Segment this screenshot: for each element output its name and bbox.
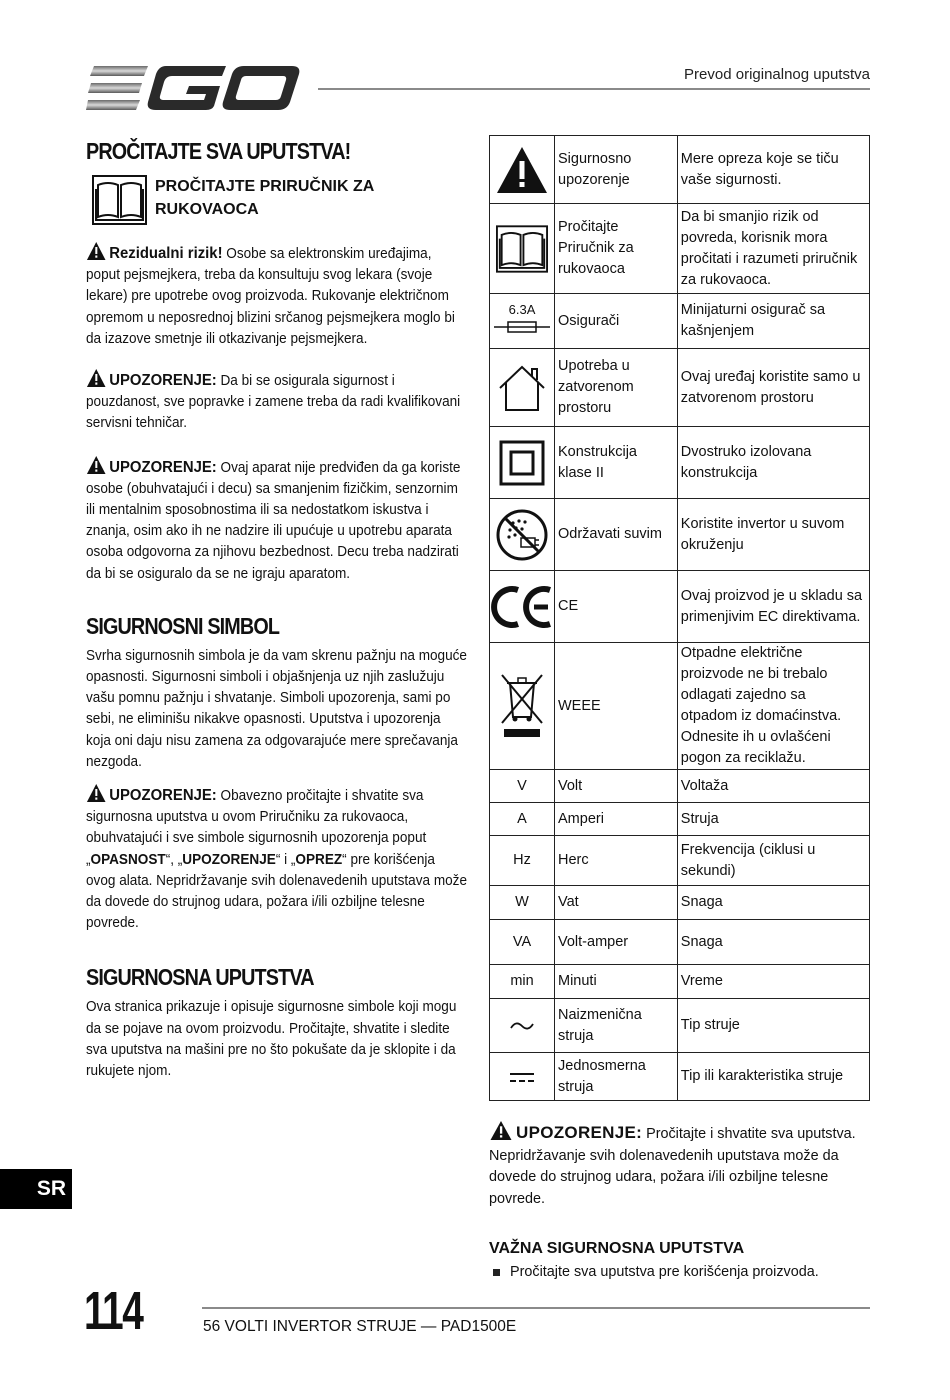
- symbol-name: Naizmenična struja: [555, 999, 678, 1053]
- table-row: [490, 886, 870, 920]
- warning-triangle-icon: [86, 783, 106, 803]
- symbol-name: CE: [555, 571, 678, 643]
- symbol-desc: Otpadne električne proizvode ne bi trebalo odlagati zajedno sa otpadom iz domaćinstva. Odnesite ih u ovlašćeni pogon za reciklažu.: [677, 643, 869, 770]
- symbol-desc: Struja: [677, 803, 869, 836]
- book-icon: [496, 225, 548, 273]
- table-row: [490, 803, 870, 836]
- warning-label: UPOZORENJE:: [109, 372, 217, 390]
- symbol-abbrev: V: [490, 770, 555, 803]
- warning-triangle-icon: [489, 1120, 513, 1141]
- table-row: [490, 643, 870, 770]
- symbol-cell: [490, 571, 555, 643]
- caution-word: OPREZ: [295, 851, 343, 868]
- symbol-name: Volt: [555, 770, 678, 803]
- important-instructions-title: VAŽNA SIGURNOSNA UPUTSTVA: [489, 1240, 745, 1257]
- symbol-cell: [490, 999, 555, 1053]
- table-row: [490, 349, 870, 427]
- residual-risk-label: Rezidualni rizik!: [109, 245, 223, 262]
- residual-risk-paragraph: [86, 241, 467, 350]
- symbol-cell: [490, 1053, 555, 1101]
- symbol-name: Pročitajte Priručnik za rukovaoca: [555, 204, 678, 294]
- product-name: 56 VOLTI INVERTOR STRUJE — PAD1500E: [203, 1318, 517, 1335]
- page-number: 114: [84, 1281, 143, 1341]
- symbol-desc: Snaga: [677, 920, 869, 965]
- symbol-name: Minuti: [555, 965, 678, 999]
- symbol-desc: Koristite invertor u suvom okruženju: [677, 499, 869, 571]
- symbol-name: Sigurnosno upozorenje: [555, 136, 678, 204]
- symbol-desc: Tip ili karakteristika struje: [677, 1053, 869, 1101]
- symbol-cell: [490, 204, 555, 294]
- dc-line-icon: [508, 1071, 536, 1083]
- symbol-table: [489, 135, 870, 1101]
- warning-read-understand-text: Pročitajte i shvatite sva uputstva. Nepridržavanje svih dolenavedenih uputstava može da dovede do strujnog udara, požara i/ili ozbiljne telesne povrede.: [489, 1126, 856, 1207]
- section-title-read-all: PROČITAJTE SVA UPUTSTVA!: [86, 138, 351, 164]
- ce-mark-icon: [490, 584, 554, 630]
- symbol-desc: Mere opreza koje se tiču vaše sigurnosti.: [677, 136, 869, 204]
- symbol-name: Konstrukcija klase II: [555, 427, 678, 499]
- danger-word: OPASNOST: [90, 851, 166, 868]
- symbol-desc: Ovaj proizvod je u skladu sa primenjivim EC direktivama.: [677, 571, 869, 643]
- house-icon: [496, 364, 548, 412]
- symbol-name: Osigurači: [555, 294, 678, 349]
- ac-wave-icon: [509, 1019, 535, 1033]
- section-title-safety-symbol: SIGURNOSNI SIMBOL: [86, 612, 280, 639]
- symbol-cell: [490, 349, 555, 427]
- warning-label: UPOZORENJE:: [109, 458, 217, 476]
- book-icon: [92, 175, 147, 225]
- symbol-desc: Minijaturni osigurač sa kašnjenjem: [677, 294, 869, 349]
- symbol-cell: [490, 136, 555, 204]
- table-row: [490, 204, 870, 294]
- symbol-cell: [490, 643, 555, 770]
- symbol-desc: Frekvencija (ciklusi u sekundi): [677, 836, 869, 886]
- warning-repairs-paragraph: [86, 368, 467, 435]
- read-manual-block: [92, 175, 466, 225]
- left-column: [86, 138, 466, 1082]
- table-row: [490, 999, 870, 1053]
- list-item: [489, 1264, 874, 1280]
- warning-read-all-paragraph: [86, 783, 467, 934]
- warning-label: UPOZORENJE:: [109, 787, 217, 805]
- weee-bin-icon: [498, 671, 546, 741]
- table-row: [490, 427, 870, 499]
- separator: “ i „: [275, 851, 296, 868]
- table-row: [490, 770, 870, 803]
- warning-persons-text: Ovaj aparat nije predviđen da ga koriste osobe (obuhvatajući i decu) sa smanjenim fizičkim, senzornim ili mentalnim sposobnostima ili sa nedostatkom iskustva i znanja, osim ako ih ne nadzire ili upućuje u upotrebu aparata osoba odgovorna za njihovu bezbednost. Decu treba nadzirati da bi se osiguralo da se ne igraju aparatom.: [86, 459, 461, 582]
- warning-triangle-icon: [86, 368, 106, 388]
- warning-read-all-text: Obavezno pročitajte i shvatite sva sigurnosna uputstva u ovom Priručniku za rukovaoca, obuhvatajući i sve simbole sigurnosnih upozorenja poput „: [86, 788, 427, 868]
- symbol-name: Volt-amper: [555, 920, 678, 965]
- table-row: [490, 965, 870, 999]
- table-row: [490, 836, 870, 886]
- symbol-abbrev: VA: [490, 920, 555, 965]
- symbol-name: Amperi: [555, 803, 678, 836]
- separator: “, „: [165, 851, 183, 868]
- fuse-rating: 6.3A: [508, 302, 536, 317]
- warning-label: UPOZORENJE:: [516, 1123, 643, 1142]
- table-row: [490, 294, 870, 349]
- warning-persons-paragraph: [86, 455, 467, 585]
- table-row: [490, 136, 870, 204]
- header-rule: [318, 88, 870, 90]
- symbol-cell: [490, 427, 555, 499]
- ego-logo: [86, 62, 301, 114]
- symbol-desc: Tip struje: [677, 999, 869, 1053]
- symbol-name: Jednosmerna struja: [555, 1053, 678, 1101]
- residual-risk-text: Osobe sa elektronskim uređajima, poput pejsmejkera, treba da konsultuju svog lekara (svoje lekare) pre upotrebe ovog proizvoda. Rukovanje električnom opremom u neposrednoj blizini srčanog pejsmejkera moglo bi da izazove smetnje ili otkazivanje pejsmejkera.: [86, 246, 455, 347]
- symbol-cell: [490, 294, 555, 349]
- symbol-desc: Snaga: [677, 886, 869, 920]
- symbol-name: Upotreba u zatvorenom prostoru: [555, 349, 678, 427]
- warning-read-all-text-end: “ pre korišćenja ovog alata. Nepridržavanje svih dolenavedenih uputstava može da dovede do strujnog udara, požara i/ili ozbiljne telesne povrede.: [86, 851, 468, 932]
- symbol-desc: Voltaža: [677, 770, 869, 803]
- symbol-abbrev: min: [490, 965, 555, 999]
- warning-read-understand-paragraph: [489, 1120, 874, 1210]
- table-row: [490, 499, 870, 571]
- warning-triangle-icon: [86, 455, 106, 475]
- symbol-name: WEEE: [555, 643, 678, 770]
- warning-triangle-icon: [86, 241, 106, 261]
- keep-dry-icon: [495, 508, 549, 562]
- symbol-name: Herc: [555, 836, 678, 886]
- symbol-desc: Ovaj uređaj koristite samo u zatvorenom prostoru: [677, 349, 869, 427]
- symbol-cell: [490, 499, 555, 571]
- read-manual-line2: RUKOVAOCA: [155, 201, 259, 218]
- double-square-icon: [499, 440, 545, 486]
- symbol-abbrev: A: [490, 803, 555, 836]
- right-bottom-block: [489, 1120, 874, 1280]
- table-row: [490, 1053, 870, 1101]
- warning-repairs-text: Da bi se osigurala sigurnost i pouzdanost, sve popravke i zamene treba da radi kvalifikovani servisni tehničar.: [86, 373, 461, 432]
- symbol-desc: Dvostruko izolovana konstrukcija: [677, 427, 869, 499]
- symbol-name: Vat: [555, 886, 678, 920]
- bullet-text: Pročitajte sva uputstva pre korišćenja proizvoda.: [510, 1264, 819, 1280]
- symbol-desc: Da bi smanjio rizik od povreda, korisnik mora pročitati i razumeti priručnik za rukovaoca.: [677, 204, 869, 294]
- safety-symbol-paragraph: Svrha sigurnosnih simbola je da vam skrenu pažnju na moguće opasnosti. Sigurnosni simboli i objašnjenja uz njih zaslužuju vašu pomnu pažnju i shvatanje. Simboli upozorenja, sami po sebi, ne eliminišu nikakve opasnosti. Uputstva i upozorenja koja oni daju nisu zamena za odgovarajuće mere sprečavanja nezgoda.: [86, 647, 467, 770]
- footer-rule: [202, 1307, 870, 1309]
- symbol-abbrev: Hz: [490, 836, 555, 886]
- symbol-name: Održavati suvim: [555, 499, 678, 571]
- symbol-abbrev: W: [490, 886, 555, 920]
- warning-triangle-icon: [495, 145, 549, 195]
- section-title-safety-instructions: SIGURNOSNA UPUTSTVA: [86, 964, 314, 991]
- table-row: [490, 920, 870, 965]
- bullet-square-icon: [493, 1269, 500, 1276]
- read-manual-line1: PROČITAJTE PRIRUČNIK ZA: [155, 178, 375, 195]
- document-subtitle: Prevod originalnog uputstva: [684, 66, 870, 83]
- language-tab: SR: [0, 1169, 72, 1209]
- safety-instructions-paragraph: Ova stranica prikazuje i opisuje sigurnosne simbole koji mogu da se pojave na ovom proizvodu. Pročitajte, shvatite i sledite sva uputstva na mašini pre no što pokušate da je sklopite i da rukujete njom.: [86, 999, 457, 1080]
- table-row: [490, 571, 870, 643]
- symbol-desc: Vreme: [677, 965, 869, 999]
- warning-word: UPOZORENJE: [182, 851, 276, 868]
- fuse-icon: [490, 301, 554, 341]
